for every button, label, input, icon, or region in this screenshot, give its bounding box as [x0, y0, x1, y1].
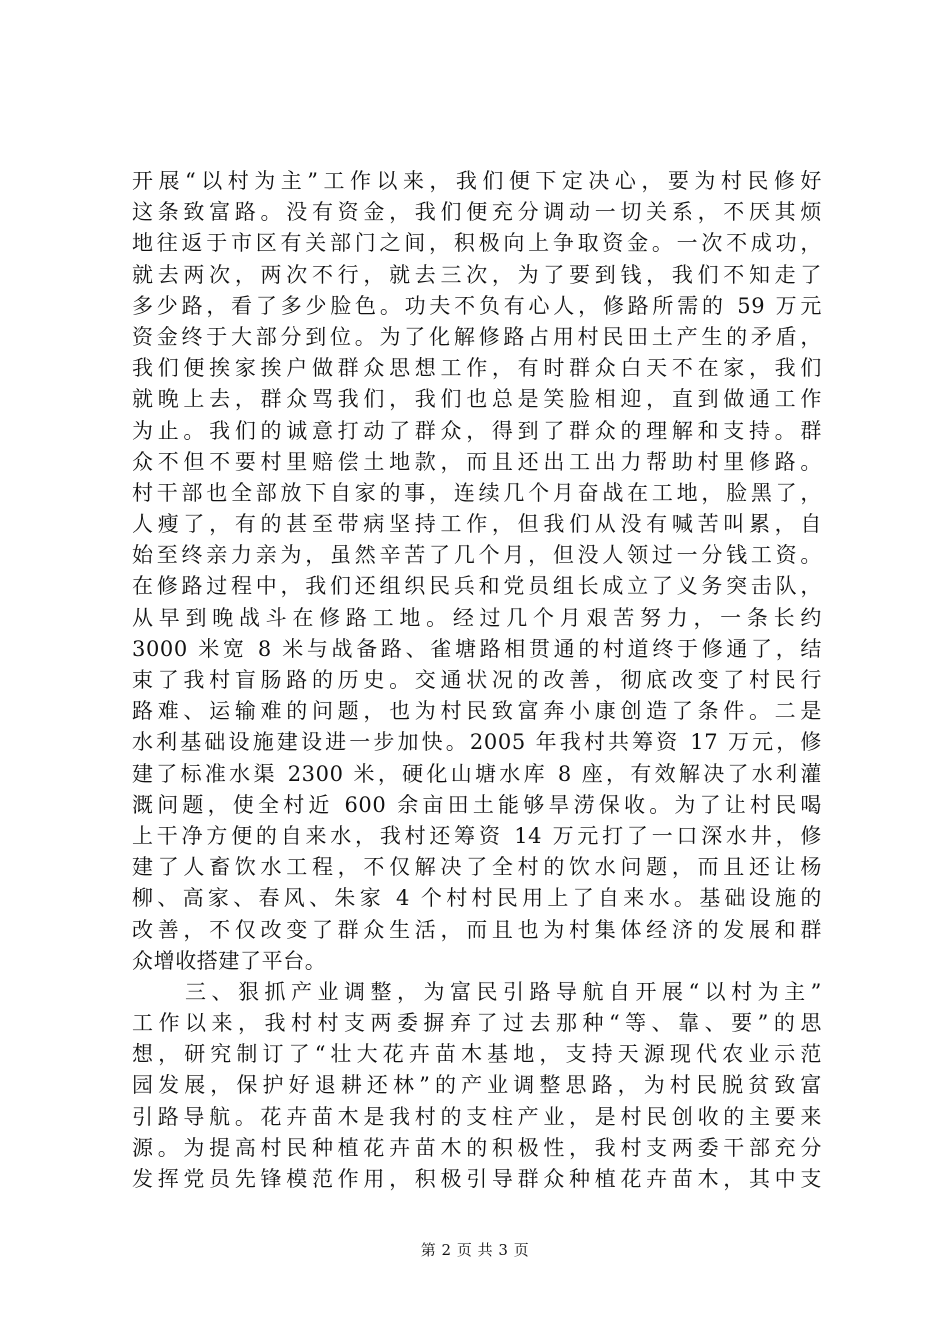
- text-line: 源。为提高村民种植花卉苗木的积极性，我村支两委干部充分: [132, 1135, 822, 1160]
- text-line: 资金终于大部分到位。为了化解修路占用村民田土产生的矛盾，: [132, 324, 822, 349]
- text-line: 想，研究制订了“壮大花卉苗木基地，支持天源现代农业示范: [132, 1042, 822, 1067]
- text-line: 开展“以村为主”工作以来，我们便下定决心，要为村民修好: [132, 169, 822, 193]
- text-line: 我们便挨家挨户做群众思想工作，有时群众白天不在家，我们: [132, 356, 822, 381]
- section-heading-line: 三、狠抓产业调整，为富民引路导航自开展“以村为主”: [132, 979, 822, 1004]
- text-line: 多少路，看了多少脸色。功夫不负有心人，修路所需的 59 万元: [132, 293, 822, 318]
- text-line: 就晚上去，群众骂我们，我们也总是笑脸相迎，直到做通工作: [132, 387, 822, 412]
- text-line: 地往返于市区有关部门之间，积极向上争取资金。一次不成功，: [132, 231, 822, 256]
- text-line: 上干净方便的自来水，我村还筹资 14 万元打了一口深水井，修: [132, 823, 822, 848]
- text-line: 发挥党员先锋模范作用，积极引导群众种植花卉苗木，其中支: [132, 1167, 822, 1191]
- text-line: 水利基础设施建设进一步加快。2005 年我村共筹资 17 万元，修: [132, 730, 822, 755]
- text-line: 人瘦了，有的甚至带病坚持工作，但我们从没有喊苦叫累，自: [132, 512, 822, 537]
- text-line: 工作以来，我村村支两委摒弃了过去那种“等、靠、要”的思: [132, 1011, 822, 1036]
- text-line: 建了标准水渠 2300 米，硬化山塘水库 8 座，有效解决了水利灌: [132, 761, 822, 786]
- text-line: 从早到晚战斗在修路工地。经过几个月艰苦努力，一条长约: [132, 605, 822, 630]
- text-line: 路难、运输难的问题，也为村民致富奔小康创造了条件。二是: [132, 699, 822, 724]
- text-line: 园发展，保护好退耕还林”的产业调整思路，为村民脱贫致富: [132, 1073, 822, 1098]
- text-line: 为止。我们的诚意打动了群众，得到了群众的理解和支持。群: [132, 418, 822, 443]
- text-line: 众增收搭建了平台。: [132, 948, 327, 973]
- page-number-footer: 第 2 页 共 3 页: [420, 1241, 530, 1259]
- text-line: 溉问题，使全村近 600 余亩田土能够旱涝保收。为了让村民喝: [132, 792, 822, 817]
- text-line: 改善，不仅改变了群众生活，而且也为村集体经济的发展和群: [132, 917, 822, 942]
- text-line: 始至终亲力亲为，虽然辛苦了几个月，但没人领过一分钱工资。: [132, 543, 822, 568]
- text-line: 引路导航。花卉苗木是我村的支柱产业，是村民创收的主要来: [132, 1104, 822, 1129]
- body-text: [132, 166, 822, 1195]
- text-line: 这条致富路。没有资金，我们便充分调动一切关系，不厌其烦: [132, 200, 822, 225]
- text-line: 建了人畜饮水工程，不仅解决了全村的饮水问题，而且还让杨: [132, 855, 822, 880]
- text-line: 在修路过程中，我们还组织民兵和党员组长成立了义务突击队，: [132, 574, 822, 599]
- text-line: 众不但不要村里赔偿土地款，而且还出工出力帮助村里修路。: [132, 449, 822, 474]
- text-line: 束了我村盲肠路的历史。交通状况的改善，彻底改变了村民行: [132, 668, 822, 692]
- text-line: 柳、高家、春风、朱家 4 个村村民用上了自来水。基础设施的: [132, 886, 822, 911]
- text-line: 就去两次，两次不行，就去三次，为了要到钱，我们不知走了: [132, 262, 822, 287]
- text-line: 村干部也全部放下自家的事，连续几个月奋战在工地，脸黑了，: [132, 480, 822, 505]
- text-line: 3000 米宽 8 米与战备路、雀塘路相贯通的村道终于修通了，结: [132, 636, 822, 661]
